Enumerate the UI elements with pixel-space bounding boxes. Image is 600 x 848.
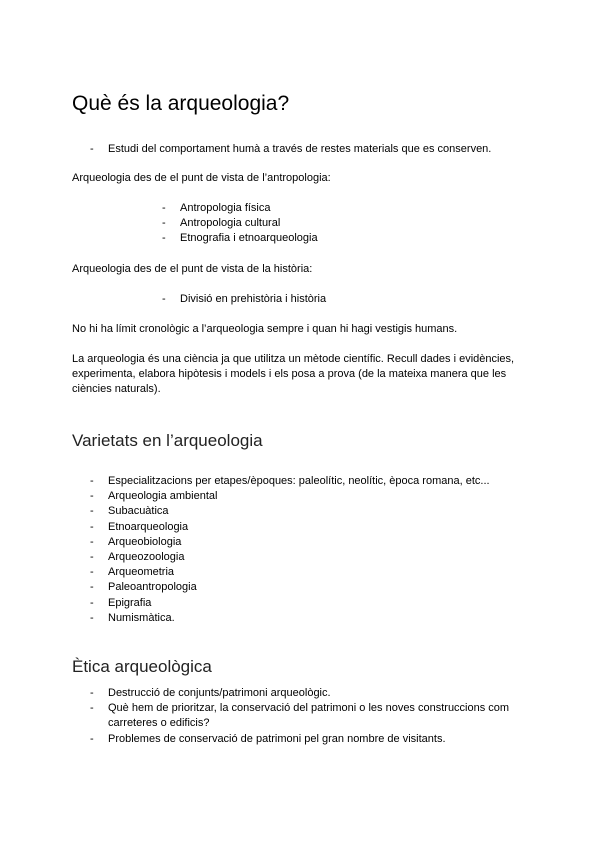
list-item: - Què hem de prioritzar, la conservació del patrimoni o les noves construccions com carreteres o edificis? <box>90 701 520 731</box>
history-label: Arqueologia des de el punt de vista de la història: <box>72 263 313 275</box>
varietats-list <box>90 474 520 626</box>
list-item: - Etnografia i etnoarqueologia <box>162 231 522 246</box>
etica-heading: Ètica arqueològica <box>72 657 212 676</box>
list-item: - Divisió en prehistòria i història <box>162 292 522 307</box>
list-item: - Arqueometria <box>90 565 520 580</box>
list-item: - Arqueologia ambiental <box>90 489 520 504</box>
list-item: - Arqueobiologia <box>90 535 520 550</box>
anthropology-list <box>162 201 522 247</box>
list-item: - Destrucció de conjunts/patrimoni arqueològic. <box>90 686 520 701</box>
list-item: - Problemes de conservació de patrimoni pel gran nombre de visitants. <box>90 732 520 747</box>
etica-list <box>90 686 520 747</box>
science-paragraph: La arqueologia és una ciència ja que utilitza un mètode científic. Recull dades i evidències, experimenta, elabora hipòtesis i models i els posa a prova (de la mateixa manera que les ciències naturals). <box>72 353 515 395</box>
list-item: - Estudi del comportament humà a través de restes materials que es conserven. <box>90 142 520 157</box>
list-item: - Arqueozoologia <box>90 550 520 565</box>
anthropology-label: Arqueologia des de el punt de vista de l’antropologia: <box>72 172 331 184</box>
history-list <box>162 292 522 307</box>
list-item: - Antropologia física <box>162 201 522 216</box>
list-item: - Epigrafia <box>90 596 520 611</box>
list-item: - Especialitzacions per etapes/èpoques: paleolític, neolític, època romana, etc... <box>90 474 520 489</box>
list-item: - Antropologia cultural <box>162 216 522 231</box>
intro-list <box>90 142 520 157</box>
page-title: Què és la arqueologia? <box>72 92 290 115</box>
chronology-paragraph: No hi ha límit cronològic a l’arqueologia sempre i quan hi hagi vestigis humans. <box>72 323 458 335</box>
list-item: - Subacuàtica <box>90 504 520 519</box>
list-item: - Paleoantropologia <box>90 580 520 595</box>
list-item: - Numismàtica. <box>90 611 520 626</box>
list-item: - Etnoarqueologia <box>90 520 520 535</box>
varietats-heading: Varietats en l’arqueologia <box>72 431 263 450</box>
